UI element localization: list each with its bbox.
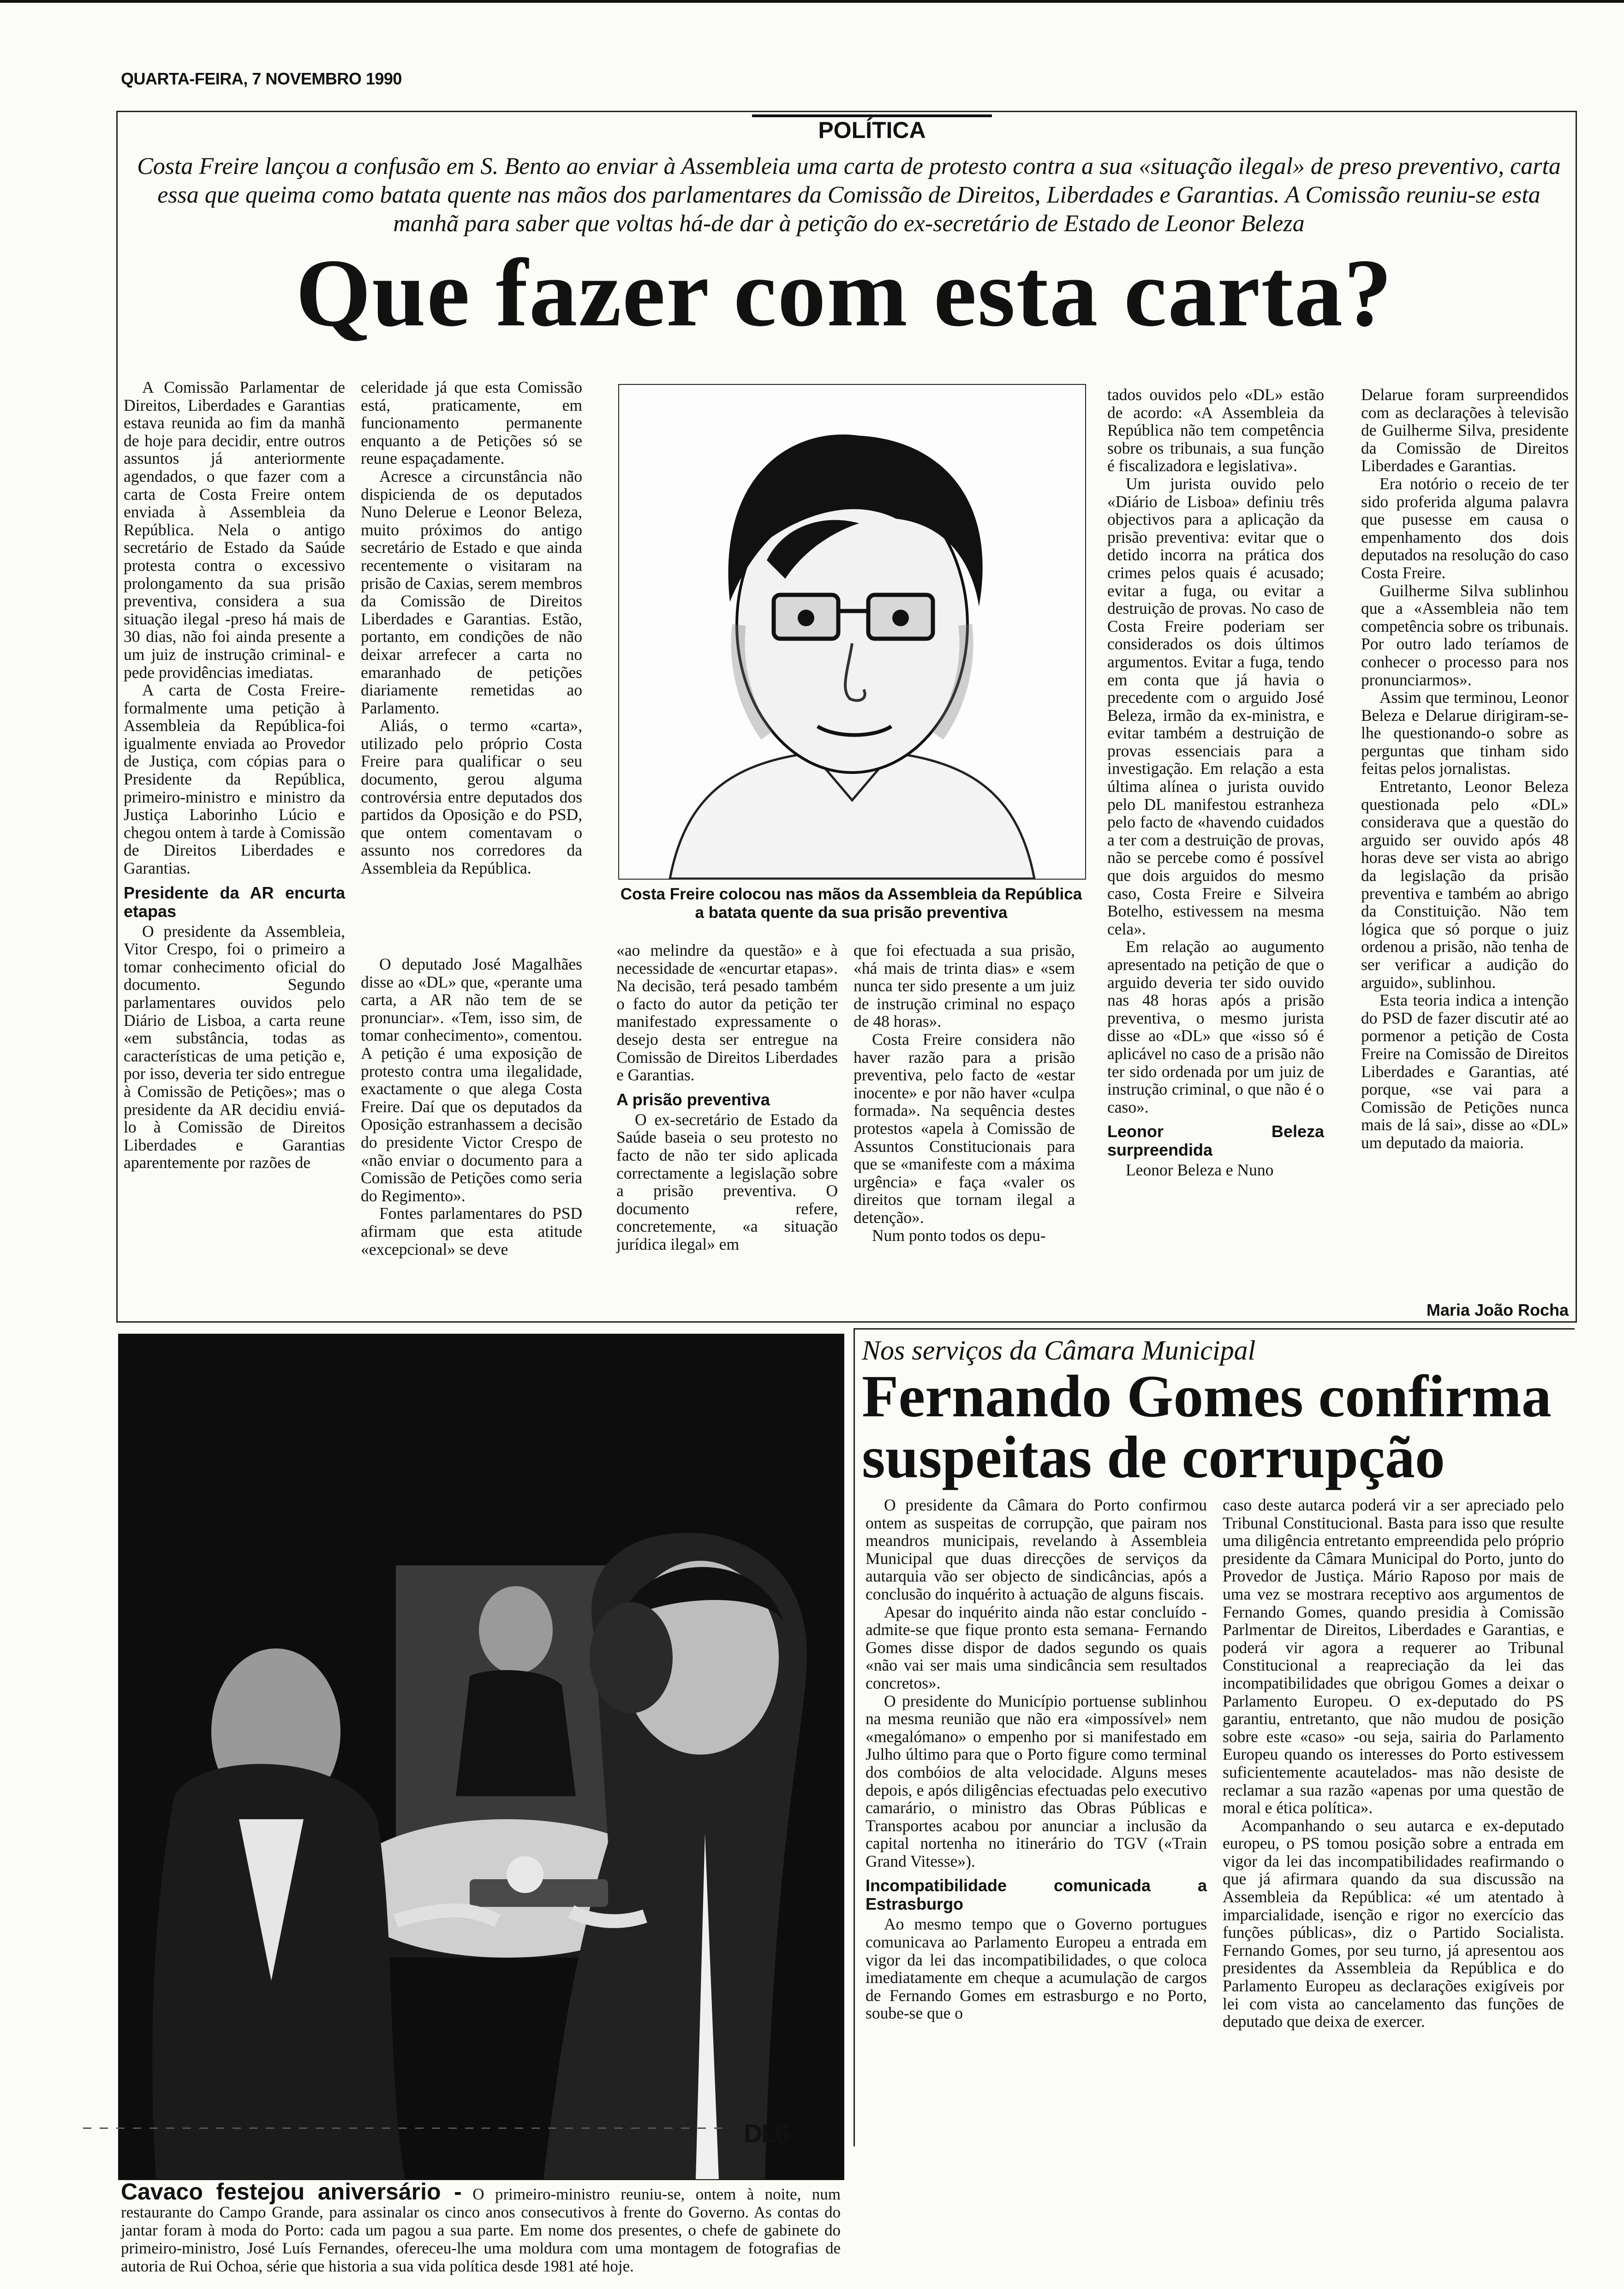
article-2-headline: Fernando Gomes confirma suspeitas de corrupção [862, 1363, 1552, 1491]
article-column-4 [1107, 386, 1324, 1179]
byline: Maria João Rocha [1426, 1300, 1569, 1319]
article-column-1 [124, 378, 345, 1172]
paragraph: Costa Freire considera não haver razão para a prisão preventiva, pelo facto de «estar inocente» e por não haver «culpa formada». Na sequência destes protestos «apela à Comissão de Assuntos Constitucionais para que se «manifeste com a máxima urgência» e faça «valer os direitos que tornam ilegal a detenção». [854, 1030, 1075, 1227]
portrait-illustration [619, 385, 1085, 879]
paragraph: «ao melindre da questão» e à necessidade de «encurtar etapas». Na decisão, terá pesado também o facto do autor da petição ter manifestado expressamente o desejo desta ser entregue na Comissão de Direitos Liberdades e Garantias. [616, 941, 838, 1085]
article-headline: Que fazer com esta carta? [295, 240, 1393, 347]
paragraph: O deputado José Magalhães disse ao «DL» que, «perante uma carta, a AR não tem de se pronunciar». «Tem, isso sim, de tomar conhecimento», comentou. A petição é uma exposição de protesto contra uma ilegalidade, exactamente o que alega Costa Freire. Daí que os deputados da Oposição estranhassem a decisão do presidente Victor Crespo de «não enviar o documento para a Comissão de Petições como seria do Regimento». [361, 955, 582, 1205]
paragraph: Esta teoria indica a intenção do PSD de fazer discutir até ao pormenor a petição de Costa Freire na Comissão de Direitos Liberdades e Garantias, até porque, «se vai para a Comissão de Petições nunca mais de lá sai», disse ao «DL» um deputado da maioria. [1361, 991, 1569, 1152]
paragraph: O ex-secretário de Estado da Saúde baseia o seu protesto no facto de não ter sido aplicada correctamente a legislação sobre a prisão preventiva. O documento refere, concretemente, «a situação jurídica ilegal» em [616, 1110, 838, 1253]
anniversary-photo [118, 1334, 844, 2180]
portrait-photo [618, 384, 1086, 880]
anniversary-caption [121, 2179, 841, 2275]
paragraph: tados ouvidos pelo «DL» estão de acordo: «A Assembleia da República não tem competência sobre os tribunais, a sua função é fiscalizadora e legislativa». [1107, 385, 1324, 475]
paragraph: Guilherme Silva sublinhou que a «Assembleia não tem competência sobre os tribunais. Por outro lado teríamos de conhecer o processo para nos pronunciarmos». [1361, 581, 1569, 689]
article-column-3 [616, 941, 838, 1253]
paragraph: que foi efectuada a sua prisão, «há mais de trinta dias» e «sem nunca ter sido presente a um juiz de instrução criminal no espaço de 48 horas». [854, 941, 1075, 1031]
article-column-2 [361, 378, 582, 877]
article-2-column-1 [866, 1496, 1207, 2022]
paragraph: Aliás, o termo «carta», utilizado pelo próprio Costa Freire para qualificar o seu documento, gerou alguma controvérsia entre deputados dos partidos da Oposição e do PSD, que ontem comentavam o assunto nos corredores da Assembleia da República. [361, 716, 582, 878]
paragraph: A Comissão Parlamentar de Direitos, Liberdades e Garantias estava reunida ao fim da manhã de hoje para decidir, entre outros assuntos já anteriormente agendados, o que fazer com a carta de Costa Freire ontem enviada à Assembleia da República. Nela o antigo secretário de Estado da Saúde protesta contra o excessivo prolongamento da sua prisão preventiva, considera a sua situação ilegal -preso há mais de 30 dias, não foi ainda presente a um juiz de instrução criminal- e pede providências imediatas. [124, 378, 345, 682]
portrait-caption: Costa Freire colocou nas mãos da Assembleia da República a batata quente da sua prisão preventiva [620, 885, 1082, 922]
page-number: DL6 [744, 2119, 788, 2148]
paragraph: Delarue foram surpreendidos com as declarações à televisão de Guilherme Silva, presidente da Comissão de Direitos Liberdades e Garantias. [1361, 385, 1569, 475]
subheading: A prisão preventiva [616, 1090, 770, 1109]
dateline: QUARTA-FEIRA, 7 NOVEMBRO 1990 [121, 69, 402, 88]
caption-text: O primeiro-ministro reuniu-se, ontem à noite, num restaurante do Campo Grande, para assinalar os cinco anos consecutivos à frente do Governo. As contas do jantar foram à moda do Porto: cada um pagou a sua parte. Em nome dos presentes, o chefe de gabinete do primeiro-ministro, José Luís Fernandes, ofereceu-lhe uma moldura com uma montagem de fotografias de autoria de Rui Ochoa, série que historia a sua vida política desde 1981 até hoje. [121, 2185, 841, 2275]
paragraph: A carta de Costa Freire-formalmente uma petição à Assembleia da República-foi igualmente enviada ao Provedor de Justiça, com cópias para o Presidente da República, primeiro-ministro e ministro da Justiça Laborinho Lúcio e chegou ontem à tarde à Comissão de Direitos Liberdades e Garantias. [124, 681, 345, 878]
paragraph: Apesar do inquérito ainda não estar concluído -admite-se que fique pronto esta semana- Fernando Gomes disse dispor de dados segundo os quais «não vai ser mais uma sindicância sem resultados concretos». [866, 1602, 1207, 1692]
subheading: Leonor Beleza surpreendida [1107, 1122, 1324, 1160]
paragraph: Fontes parlamentares do PSD afirmam que esta atitude «excepcional» se deve [361, 1204, 582, 1258]
article-column-2-continued [361, 955, 582, 1258]
paragraph: Um jurista ouvido pelo «Diário de Lisboa» definiu três objectivos para a aplicação da prisão preventiva: evitar que o detido incorra na prática dos crimes pelos quais é acusado; evitar a fuga, ou evitar a destruição de provas. No caso de Costa Freire poderiam ser considerados os dois últimos argumentos. Evitar a fuga, tendo em conta que já havia o precedente com o arguido José Beleza, irmão da ex-ministra, e evitar também a destruição de provas essenciais para a investigação. Em relação a esta última alínea o jurista ouvido pelo DL manifestou estranheza pelo facto de «havendo cuidados a ter com a destruição de provas, não se percebe como é possível que dois arguidos do mesmo caso, Costa Freire e Silveira Botelho, estivessem na mesma cela». [1107, 474, 1324, 938]
article-column-5 [1361, 386, 1569, 1152]
paragraph: Era notório o receio de ter sido proferida alguma palavra que pusesse em causa o empenhamento dos dois deputados na resolução do caso Costa Freire. [1361, 474, 1569, 582]
paragraph: Acresce a circunstância não dispicienda de os deputados Nuno Delerue e Leonor Beleza, muito próximos do antigo secretário de Estado e que ainda recentemente o visitaram na prisão de Caxias, serem membros da Comissão de Direitos Liberdades e Garantias. Estão, portanto, em condições de não deixar arrefecer a carta no emaranhado de petições diariamente remetidas ao Parlamento. [361, 467, 582, 717]
section-label: POLÍTICA [752, 114, 992, 145]
paragraph: Leonor Beleza e Nuno [1126, 1161, 1274, 1180]
footer-dash-rule [83, 2127, 729, 2129]
paragraph: Acompanhando o seu autarca e ex-deputado europeu, o PS tomou posição sobre a entrada em vigor da lei das incompatibilidades reafirmando o que já afirmara quando da sua discussão na Assembleia da República: «é um atentado à imparcialidade, isenção e rigor no exercício das funções públicas», diz o Partido Socialista. Fernando Gomes, por seu turno, já apresentou aos presidentes da Assembleia da República e do Parlamento Europeu as declarações exigíveis por lei com vista ao cancelamento das funções de deputado que deixa de exercer. [1223, 1816, 1564, 2031]
paragraph: Em relação ao augumento apresentado na petição de que o arguido deveria ter sido ouvido nas 48 horas após a prisão preventiva, o mesmo jurista disse ao «DL» que «isso só é aplicável no caso de a prisão não ter sido ordenada por um juiz de instrução criminal, o que não é o caso». [1107, 937, 1324, 1116]
article-2-column-2 [1223, 1496, 1564, 2031]
article-lead: Costa Freire lançou a confusão em S. Bento ao enviar à Assembleia uma carta de protesto contra a sua «situação ilegal» de preso preventivo, carta essa que queima como batata quente nas mãos dos parlamentares da Comissão de Direitos, Liberdades e Garantias. A Comissão reuniu-se esta manhã para saber que voltas há-de dar à petição do ex-secretário de Estado de Leonor Beleza [137, 153, 1561, 237]
paragraph: O presidente da Câmara do Porto confirmou ontem as suspeitas de corrupção, que pairam nos meandros municipais, revelando à Assembleia Municipal que duas direcções de serviços da autarquia vão ser objecto de sindicâncias, após a conclusão do inquérito à actuação de alguns fiscais. [866, 1496, 1207, 1603]
paragraph: Num ponto todos os depu- [872, 1226, 1046, 1245]
paragraph: caso deste autarca poderá vir a ser apreciado pelo Tribunal Constitucional. Basta para isso que resulte uma diligência entretanto empreendida pelo próprio presidente da Câmara Municipal do Porto, junto do Provedor de Justiça. Mário Raposo por mais de uma vez se mostrara receptivo aos argumentos de Fernando Gomes, quando presidia à Comissão Parlmentar de Direitos, Liberdades e Garantias, e poderá vir agora a requerer ao Tribunal Constitucional a reapreciação da lei das incompatibilidades que obrigou Gomes a deixar o Parlamento Europeu. O ex-deputado do PS garantiu, entretanto, que não mudou de posição sobre este «caso» -ou seja, sairia do Parlamento Europeu quando os interesses do Porto estivessem suficientemente acautelados- mas não desiste de reclamar a sua razão «apenas por uma questão de moral e ética política». [1223, 1496, 1564, 1817]
top-rule [0, 0, 1624, 3]
paragraph: Entretanto, Leonor Beleza questionada pelo «DL» considerava que a questão do arguido ser ouvido após 48 horas deve ser vista ao abrigo da legislação da prisão preventiva e também ao abrigo da Constituição. Não tem lógica que só porque o juiz ordenou a prisão, não tenha de ser verificar a audição do arguido», sublinhou. [1361, 777, 1569, 992]
paragraph: O presidente da Assembleia, Vitor Crespo, foi o primeiro a tomar conhecimento oficial do documento. Segundo parlamentares ouvidos pelo Diário de Lisboa, a carta reune «em substância, todas as características de uma petição e, por isso, deveria ter sido entregue à Comissão de Petições»; mas o presidente da AR decidiu enviá-lo à Comissão de Direitos Liberdades e Garantias aparentemente por razões de [124, 922, 345, 1172]
paragraph: Ao mesmo tempo que o Governo portugues comunicava ao Parlamento Europeu a entrada em vigor da lei das incompatibilidades, o que coloca imediatamente em cheque a acumulação de cargos de Fernando Gomes em estrasburgo e no Porto, soube-se que o [866, 1915, 1207, 2023]
paragraph: Assim que terminou, Leonor Beleza e Delarue dirigiram-se-lhe questionando-o sobre as perguntas que tinham sido feitas pelos jornalistas. [1361, 688, 1569, 778]
article-column-3-continued [854, 941, 1075, 1244]
caption-title: Cavaco festejou aniversário - [121, 2179, 462, 2205]
anniversary-illustration [119, 1335, 843, 2179]
paragraph: celeridade já que esta Comissão está, praticamente, em funcionamento permanente enquanto a de Petições só se reune espaçadamente. [361, 378, 582, 468]
subheading: Presidente da AR encurta etapas [124, 883, 345, 921]
subheading: Incompatibilidade comunicada a Estrasburgo [866, 1876, 1207, 1914]
paragraph: O presidente do Município portuense sublinhou na mesma reunião que não era «impossível» nem «megalómano» o empenho por si manifestado em Julho último para que o Porto figure como terminal dos combóios de alta velocidade. Alguns meses depois, e após diligências efectuadas pelo executivo camarário, o ministro das Obras Públicas e Transportes acabou por anunciar a inclusão da capital nortenha no itinerário do TGV («Train Grand Vitesse»). [866, 1691, 1207, 1870]
article-2-kicker: Nos serviços da Câmara Municipal [862, 1335, 1256, 1366]
